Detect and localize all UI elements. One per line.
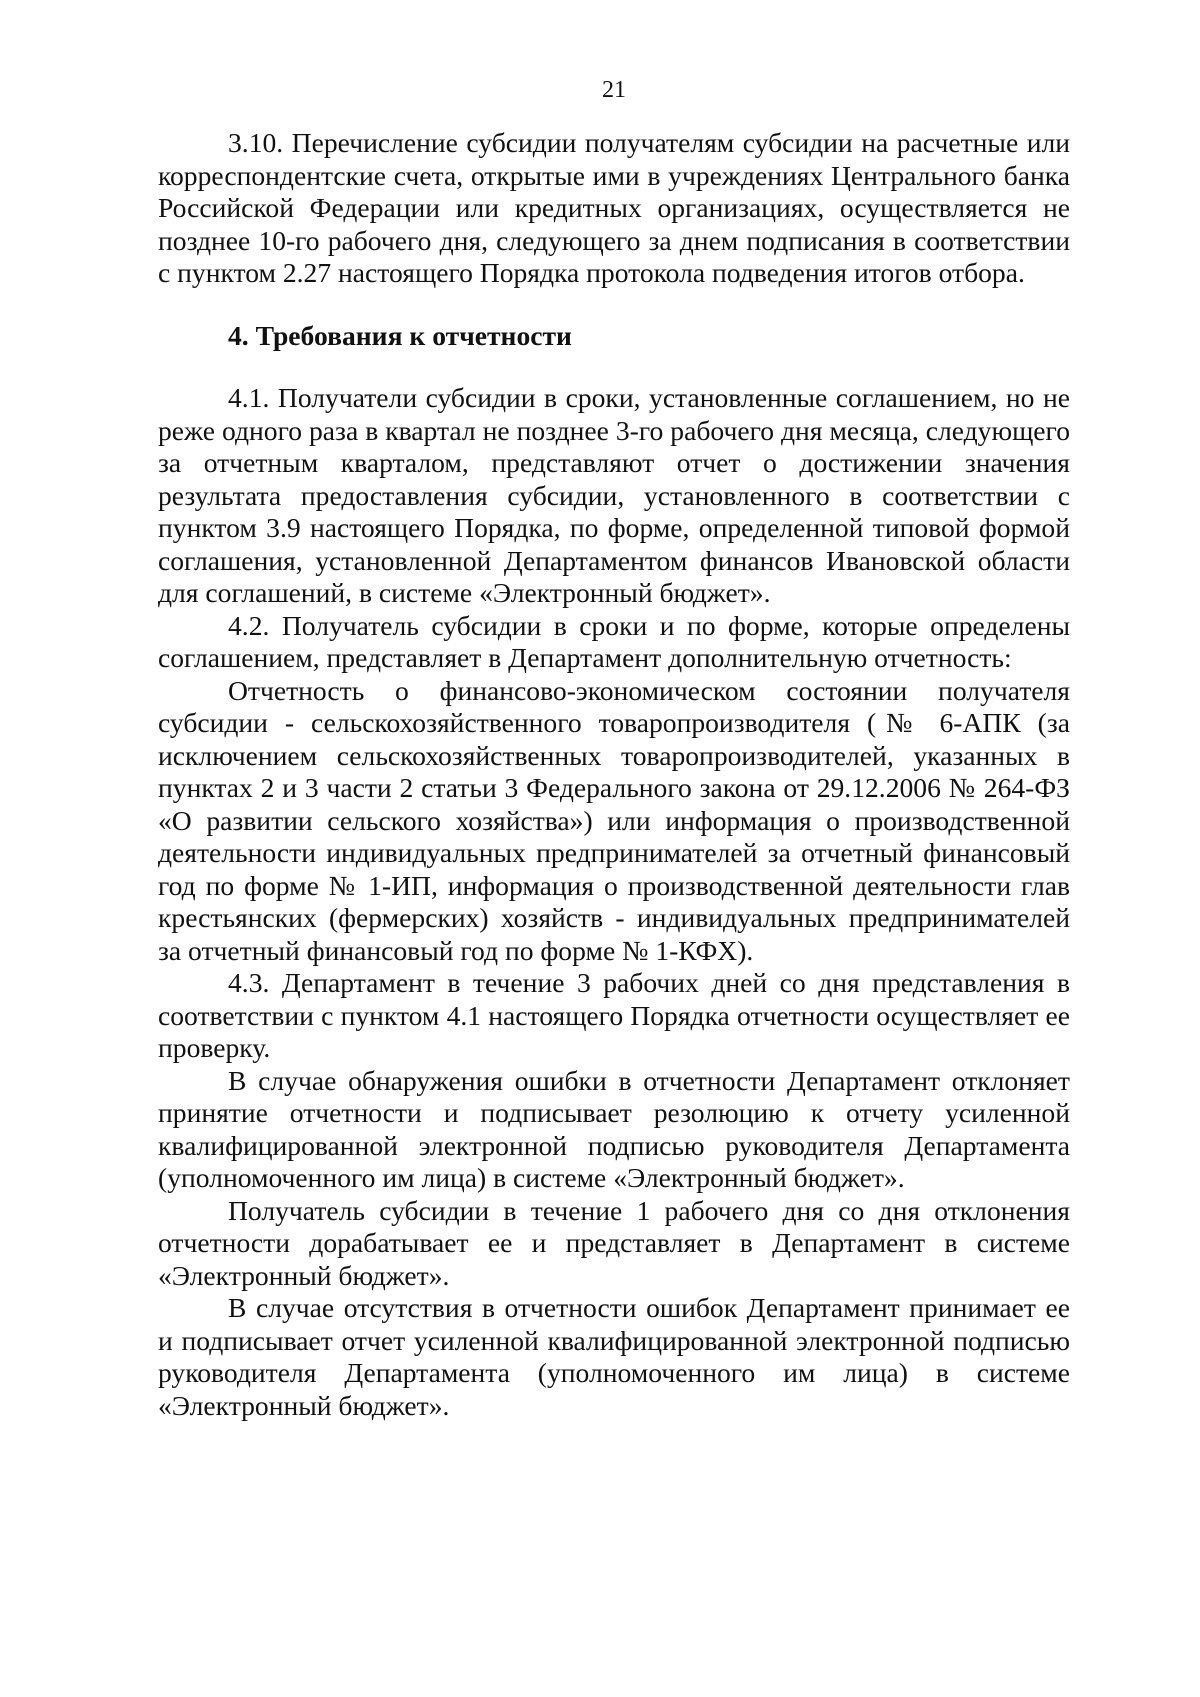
document-body: [158, 127, 1070, 1422]
paragraph-4-2: 4.2. Получатель субсидии в сроки и по форме, которые определены соглашением, представляет в Департамент дополнительную отчетность:: [158, 609, 1070, 673]
page-number: 21: [602, 77, 626, 103]
paragraph-reporting-list: Отчетность о финансово-экономическом состоянии получателя субсидии - сельскохозяйственного товаропроизводителя (№ 6-АПК (за исключением сельскохозяйственных товаропроизводителей, указанных в пунктах 2 и 3 части 2 статьи 3 Федерального закона от 29.12.2006 № 264-ФЗ «О развитии сельского хозяйства») или информация о производственной деятельности индивидуальных предпринимателей за отчетный финансовый год по форме № 1-ИП, информация о производственной деятельности глав крестьянских (фермерских) хозяйств - индивидуальных предпринимателей за отчетный финансовый год по форме № 1-КФХ).: [158, 674, 1070, 966]
section-heading: 4. Требования к отчетности: [228, 319, 572, 351]
paragraph-no-errors: В случае отсутствия в отчетности ошибок Департамент принимает ее и подписывает отчет усиленной квалифицированной электронной подписью руководителя Департамента (уполномоченного им лица) в системе «Электронный бюджет».: [158, 1292, 1070, 1421]
paragraph-3-10: 3.10. Перечисление субсидии получателям субсидии на расчетные или корреспондентские счета, открытые ими в учреждениях Центрального банка Российской Федерации или кредитных организациях, осуществляется не позднее 10-го рабочего дня, следующего за днем подписания в соответствии с пунктом 2.27 настоящего Порядка протокола подведения итогов отбора.: [158, 127, 1070, 288]
paragraph-4-1: 4.1. Получатели субсидии в сроки, установленные соглашением, но не реже одного раза в квартал не позднее 3-го рабочего дня месяца, следующего за отчетным кварталом, представляют отчет о достижении значения результата предоставления субсидии, установленного в соответствии с пунктом 3.9 настоящего Порядка, по форме, определенной типовой формой соглашения, установленной Департаментом финансов Ивановской области для соглашений, в системе «Электронный бюджет».: [158, 382, 1070, 608]
paragraph-rework: Получатель субсидии в течение 1 рабочего дня со дня отклонения отчетности дорабатывает ее и представляет в Департамент в системе «Электронный бюджет».: [158, 1194, 1070, 1291]
paragraph-error-found: В случае обнаружения ошибки в отчетности Департамент отклоняет принятие отчетности и подписывает резолюцию к отчету усиленной квалифицированной электронной подписью руководителя Департамента (уполномоченного им лица) в системе «Электронный бюджет».: [158, 1064, 1070, 1193]
paragraph-4-3: 4.3. Департамент в течение 3 рабочих дней со дня представления в соответствии с пунктом 4.1 настоящего Порядка отчетности осуществляет ее проверку.: [158, 967, 1070, 1063]
